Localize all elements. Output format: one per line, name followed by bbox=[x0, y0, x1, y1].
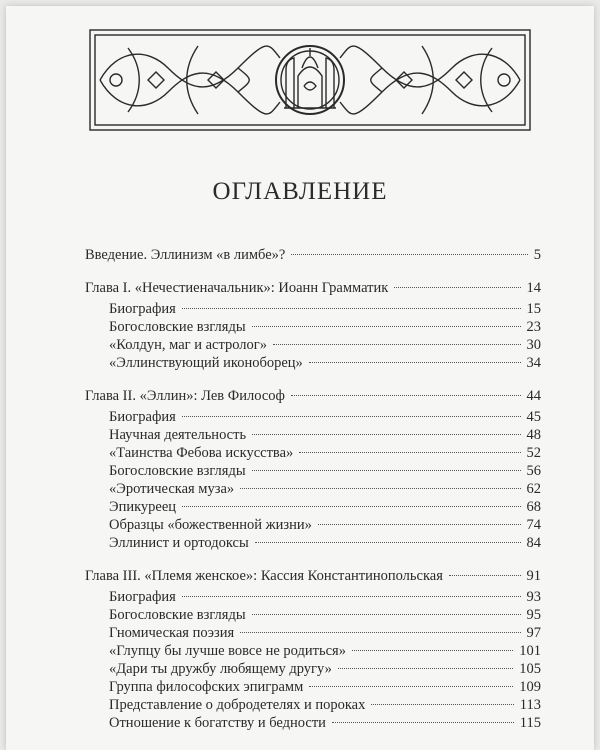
dot-leader bbox=[299, 452, 520, 453]
dot-leader bbox=[352, 650, 513, 651]
book-page bbox=[6, 6, 594, 750]
dot-leader bbox=[449, 575, 521, 576]
dot-leader bbox=[332, 722, 514, 723]
toc-section: «Колдун, маг и астролог» 30 bbox=[109, 337, 541, 353]
dot-leader bbox=[182, 416, 521, 417]
dot-leader bbox=[255, 542, 521, 543]
dot-leader bbox=[252, 326, 521, 327]
dot-leader bbox=[182, 596, 521, 597]
toc-section: Отношение к богатству и бедности 115 bbox=[109, 715, 541, 731]
toc-section: Эпикуреец 68 bbox=[109, 499, 541, 515]
toc-section: «Эллинствующий иконоборец» 34 bbox=[109, 355, 541, 371]
dot-leader bbox=[318, 524, 521, 525]
toc-section: Биография 45 bbox=[109, 409, 541, 425]
ornament-headpiece bbox=[88, 28, 532, 132]
toc-section: Биография 15 bbox=[109, 301, 541, 317]
dot-leader bbox=[291, 395, 521, 396]
toc-section: «Глупцу бы лучше вовсе не родиться» 101 bbox=[109, 643, 541, 659]
dot-leader bbox=[240, 488, 520, 489]
toc-section: Гномическая поэзия 97 bbox=[109, 625, 541, 641]
dot-leader bbox=[240, 632, 520, 633]
toc-section: Богословские взгляды 56 bbox=[109, 463, 541, 479]
toc-intro: Введение. Эллинизм «в лимбе»? 5 bbox=[85, 247, 541, 263]
toc-section: «Таинства Фебова искусства» 52 bbox=[109, 445, 541, 461]
toc-section: Богословские взгляды 23 bbox=[109, 319, 541, 335]
dot-leader bbox=[273, 344, 521, 345]
toc-section: Биография 93 bbox=[109, 589, 541, 605]
dot-leader bbox=[309, 362, 521, 363]
dot-leader bbox=[252, 470, 521, 471]
dot-leader bbox=[291, 254, 527, 255]
toc-chapter: Глава II. «Эллин»: Лев Философ 44 bbox=[85, 388, 541, 404]
dot-leader bbox=[309, 686, 513, 687]
dot-leader bbox=[338, 668, 513, 669]
toc-section: «Дари ты дружбу любящему другу» 105 bbox=[109, 661, 541, 677]
page-title: ОГЛАВЛЕНИЕ bbox=[212, 178, 388, 205]
toc-section: Научная деятельность 48 bbox=[109, 427, 541, 443]
dot-leader bbox=[182, 308, 521, 309]
toc-section: Образцы «божественной жизни» 74 bbox=[109, 517, 541, 533]
dot-leader bbox=[182, 506, 520, 507]
toc-section: Представление о добродетелях и пороках 113 bbox=[109, 697, 541, 713]
toc-section: Эллинист и ортодоксы 84 bbox=[109, 535, 541, 551]
toc-section: Богословские взгляды 95 bbox=[109, 607, 541, 623]
dot-leader bbox=[371, 704, 513, 705]
dot-leader bbox=[394, 287, 520, 288]
toc-section: «Эротическая муза» 62 bbox=[109, 481, 541, 497]
toc-chapter: Глава III. «Племя женское»: Кассия Константинопольская 91 bbox=[85, 568, 541, 584]
dot-leader bbox=[252, 614, 521, 615]
dot-leader bbox=[252, 434, 520, 435]
toc-chapter: Глава I. «Нечестиеначальник»: Иоанн Грамматик 14 bbox=[85, 280, 541, 296]
toc-section: Группа философских эпиграмм 109 bbox=[109, 679, 541, 695]
